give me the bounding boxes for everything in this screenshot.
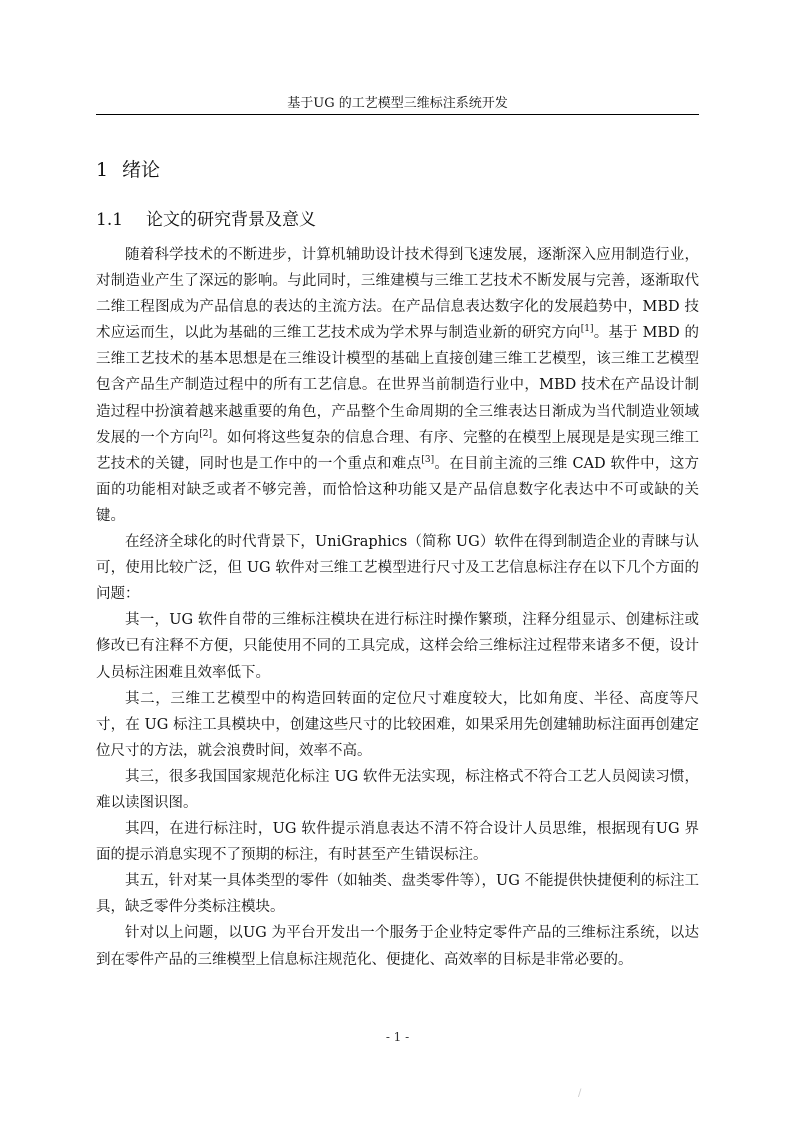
chapter-number: 1 xyxy=(96,159,109,181)
paragraph-1-part-2: 。基于 MBD 的三维工艺技术的基本思想是在三维设计模型的基础上直接创建三维工艺模型，该三维工艺模型包含产品生产制造过程中的所有工艺信息。在世界当前制造行业中，MBD 技术在产品设计制造过程中扮演着越来越重要的角色，产品整个生命周期的全三维表达日渐成为当代制造业领域发展的一个方向 xyxy=(96,325,699,446)
paragraph-2: 在经济全球化的时代背景下，UniGraphics（简称 UG）软件在得到制造企业的青睐与认可，使用比较广泛，但 UG 软件对三维工艺模型进行尺寸及工艺信息标注存在以下几个方面的问题： xyxy=(96,534,699,603)
paragraph-6: 其四，在进行标注时，UG 软件提示消息表达不清不符合设计人员思维，根据现有UG 界面的提示消息实现不了预期的标注，有时甚至产生错误标注。 xyxy=(96,821,699,864)
paragraph-4: 其二，三维工艺模型中的构造回转面的定位尺寸难度较大，比如角度、半径、高度等尺寸，在 UG 标注工具模块中，创建这些尺寸的比较困难，如果采用先创建辅助标注面再创建定位尺寸的方法，就会浪费时间，效率不高。 xyxy=(96,690,699,759)
paragraph-1-part-4: 。在目前主流的三维 CAD 软件中，这方面的功能相对缺乏或者不够完善，而恰恰这种功能又是产品信息数字化表达中不可或缺的关键。 xyxy=(96,455,699,524)
citation-3[interactable]: [3] xyxy=(421,454,435,465)
paragraph-8: 针对以上问题，以UG 为平台开发出一个服务于企业特定零件产品的三维标注系统，以达到在零件产品的三维模型上信息标注规范化、便捷化、高效率的目标是非常必要的。 xyxy=(96,925,699,968)
page-number: - 1 - xyxy=(385,1030,410,1044)
paragraph-3: 其一，UG 软件自带的三维标注模块在进行标注时操作繁琐，注释分组显示、创建标注或修改已有注释不方便，只能使用不同的工具完成，这样会给三维标注过程带来诸多不便，设计人员标注困难且效率低下。 xyxy=(96,612,699,681)
citation-1[interactable]: [1] xyxy=(580,324,594,335)
corner-mark: / xyxy=(578,1088,582,1099)
chapter-title: 绪论 xyxy=(122,159,161,181)
paragraph-1 xyxy=(96,242,699,529)
section-number: 1.1 xyxy=(96,210,124,230)
chapter-heading xyxy=(96,156,160,184)
running-header xyxy=(96,96,699,116)
running-header-title: 基于UG 的工艺模型三维标注系统开发 xyxy=(287,96,508,111)
citation-2[interactable]: [2] xyxy=(199,428,213,439)
paragraph-1-part-3: 。如何将这些复杂的信息合理、有序、完整的在模型上展现是是实现三维工艺技术的关键，同时也是工作中的一个重点和难点 xyxy=(96,429,700,472)
paragraph-5: 其三，很多我国国家规范化标注 UG 软件无法实现，标注格式不符合工艺人员阅读习惯，难以读图识图。 xyxy=(96,768,699,811)
body-text xyxy=(96,242,699,973)
header-rule xyxy=(96,114,699,115)
section-heading xyxy=(96,206,316,234)
section-title: 论文的研究背景及意义 xyxy=(146,210,316,230)
page-footer xyxy=(96,1030,699,1044)
paragraph-7: 其五，针对某一具体类型的零件（如轴类、盘类零件等），UG 不能提供快捷便利的标注工具，缺乏零件分类标注模块。 xyxy=(96,873,699,916)
paragraph-1-part-1: 随着科学技术的不断进步，计算机辅助设计技术得到飞速发展，逐渐深入应用制造行业，对制造业产生了深远的影响。与此同时，三维建模与三维工艺技术不断发展与完善，逐渐取代二维工程图成为产品信息的表达的主流方法。在产品信息表达数字化的发展趋势中，MBD 技术应运而生，以此为基础的三维工艺技术成为学术界与制造业新的研究方向 xyxy=(96,247,699,342)
